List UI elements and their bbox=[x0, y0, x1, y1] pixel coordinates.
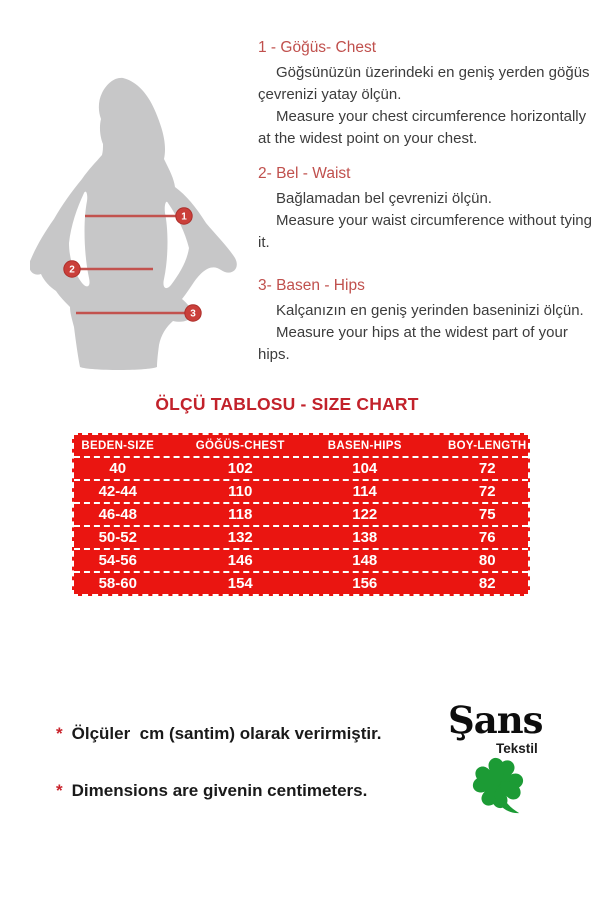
cell-size: 42-44 bbox=[98, 483, 137, 500]
cell-length: 76 bbox=[478, 529, 496, 546]
cell-chest: 118 bbox=[228, 506, 253, 523]
cell-chest: 146 bbox=[227, 552, 253, 569]
cell-chest: 154 bbox=[227, 575, 253, 592]
four-leaf-clover-icon bbox=[466, 755, 532, 819]
cell-hips: 138 bbox=[352, 529, 378, 546]
note-units-en bbox=[56, 781, 367, 801]
instruction-heading-waist: 2- Bel - Waist bbox=[258, 165, 351, 182]
cell-size: 54-56 bbox=[98, 552, 137, 569]
instruction-heading-chest: 1 - Göğüs- Chest bbox=[258, 39, 377, 56]
cell-size: 40 bbox=[109, 460, 127, 477]
instruction-section-chest bbox=[258, 38, 596, 150]
size-table-row bbox=[74, 525, 528, 548]
size-chart-title: ÖLÇÜ TABLOSU - SIZE CHART bbox=[155, 394, 419, 414]
column-header-boy-length: BOY-LENGTH bbox=[448, 440, 527, 452]
instruction-text-waist-en: Measure your waist circumference without tying it. bbox=[258, 212, 592, 251]
size-chart-table bbox=[72, 433, 530, 596]
asterisk-icon: * bbox=[56, 724, 63, 743]
cell-hips: 114 bbox=[352, 483, 377, 500]
cell-length: 80 bbox=[478, 552, 496, 569]
brand-logo-subtitle: Tekstil bbox=[496, 741, 538, 756]
cell-size: 46-48 bbox=[98, 506, 137, 523]
cell-length: 75 bbox=[478, 506, 496, 523]
cell-hips: 148 bbox=[352, 552, 378, 569]
cell-hips: 156 bbox=[352, 575, 378, 592]
waist-marker-number: 2 bbox=[69, 264, 75, 276]
brand-logo-name: Şans bbox=[448, 698, 543, 742]
size-table-row bbox=[74, 456, 528, 479]
instruction-text-waist-tr: Bağlamadan bel çevrenizi ölçün. bbox=[276, 190, 492, 207]
cell-chest: 102 bbox=[227, 460, 253, 477]
column-header-beden-size: BEDEN-SIZE bbox=[81, 440, 155, 452]
note-units-tr-text: Ölçüler cm (santim) olarak verirmiştir. bbox=[71, 724, 382, 743]
cell-size: 58-60 bbox=[98, 575, 137, 592]
silhouette-body bbox=[30, 78, 237, 370]
instruction-section-hips bbox=[258, 276, 596, 366]
cell-length: 72 bbox=[478, 460, 496, 477]
cell-hips: 122 bbox=[352, 506, 378, 523]
instruction-heading-hips: 3- Basen - Hips bbox=[258, 277, 365, 294]
instruction-section-waist bbox=[258, 164, 596, 254]
cell-chest: 110 bbox=[228, 483, 253, 500]
instruction-text-hips-tr: Kalçanızın en geniş yerinden baseninizi ölçün. bbox=[276, 302, 584, 319]
cell-length: 82 bbox=[478, 575, 496, 592]
size-table-header-row bbox=[74, 435, 528, 456]
instruction-text-chest-en: Measure your chest circumference horizontally at the widest point on your chest. bbox=[258, 108, 587, 147]
cell-size: 50-52 bbox=[98, 529, 137, 546]
woman-silhouette-figure bbox=[30, 75, 245, 380]
asterisk-icon: * bbox=[56, 781, 63, 800]
size-table-row bbox=[74, 479, 528, 502]
note-units-tr bbox=[56, 724, 382, 744]
size-table-row bbox=[74, 502, 528, 525]
instruction-text-hips-en: Measure your hips at the widest part of your hips. bbox=[258, 324, 568, 363]
cell-length: 72 bbox=[478, 483, 496, 500]
column-header-basen-hips: BASEN-HIPS bbox=[327, 440, 402, 452]
cell-chest: 132 bbox=[227, 529, 253, 546]
instruction-text-chest-tr: Göğsünüzün üzerindeki en geniş yerden göğüs çevrenizi yatay ölçün. bbox=[258, 64, 590, 103]
note-units-en-text: Dimensions are givenin centimeters. bbox=[71, 781, 368, 800]
column-header-gogus-chest: GÖĞÜS-CHEST bbox=[195, 440, 285, 452]
hips-marker-number: 3 bbox=[190, 308, 196, 320]
cell-hips: 104 bbox=[352, 460, 378, 477]
size-table-row bbox=[74, 548, 528, 571]
size-table-row bbox=[74, 571, 528, 594]
chest-marker-number: 1 bbox=[181, 211, 187, 223]
